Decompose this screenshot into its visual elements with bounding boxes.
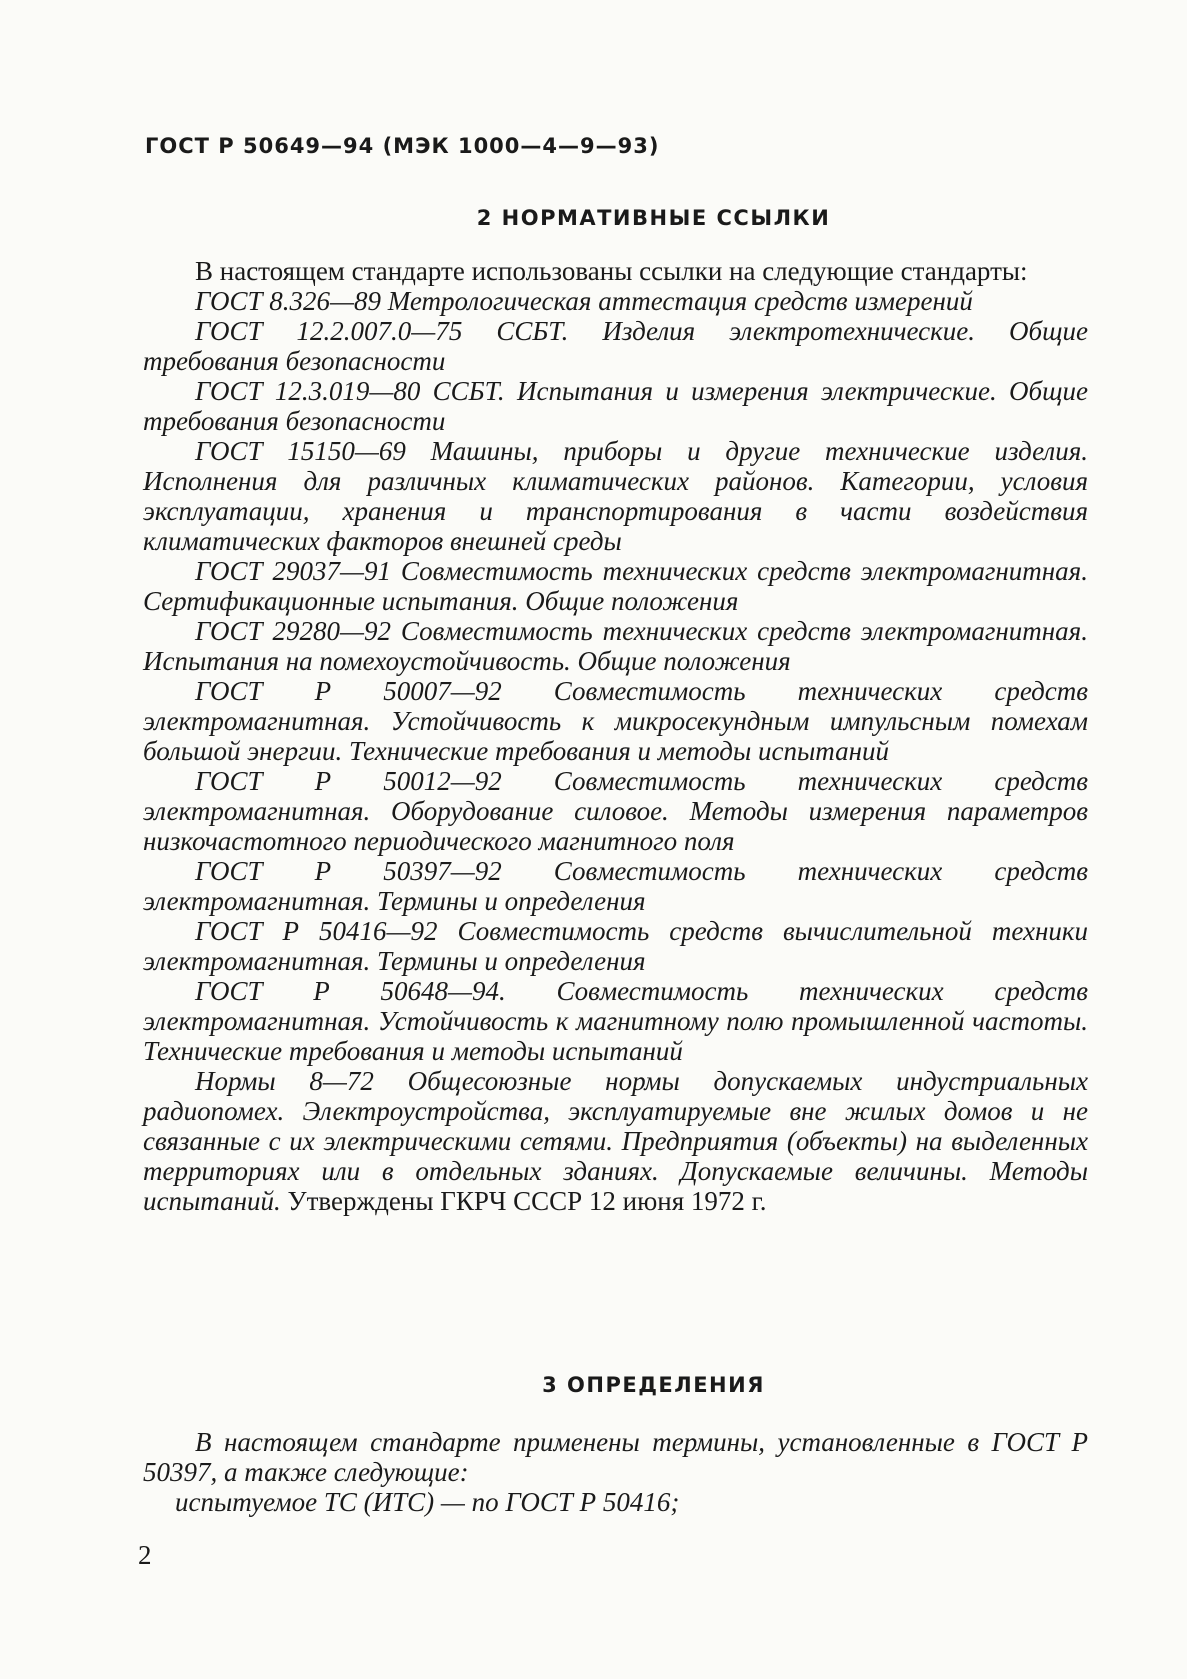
reference-item: ГОСТ Р 50648—94. Совместимость технических средств электромагнитная. Устойчивость к магнитному полю промышленной частоты. Технические требования и методы испытаний	[143, 976, 1088, 1066]
definition-term: испытуемое ТС (ИТС) — по ГОСТ Р 50416;	[175, 1487, 680, 1517]
reference-item: ГОСТ 29037—91 Совместимость технических средств электромагнитная. Сертификационные испытания. Общие положения	[143, 556, 1088, 616]
reference-item: ГОСТ 29280—92 Совместимость технических средств электромагнитная. Испытания на помехоустойчивость. Общие положения	[143, 616, 1088, 676]
normative-references	[143, 256, 1088, 1216]
reference-item: ГОСТ Р 50007—92 Совместимость технических средств электромагнитная. Устойчивость к микросекундным импульсным помехам большой энергии. Технические требования и методы испытаний	[143, 676, 1088, 766]
section-2-title: 2 НОРМАТИВНЫЕ ССЫЛКИ	[476, 206, 831, 230]
reference-item: ГОСТ 15150—69 Машины, приборы и другие технические изделия. Исполнения для различных климатических районов. Категории, условия эксплуатации, хранения и транспортирования в части воздействия климатических факторов внешней среды	[143, 436, 1088, 556]
document-designation: ГОСТ Р 50649—94 (МЭК 1000—4—9—93)	[145, 134, 660, 158]
definitions-intro: В настоящем стандарте применены термины, установленные в ГОСТ Р 50397, а также следующие:	[143, 1427, 1088, 1487]
reference-item: ГОСТ Р 50416—92 Совместимость средств вычислительной техники электромагнитная. Термины и определения	[143, 916, 1088, 976]
reference-item-text: Нормы 8—72 Общесоюзные нормы допускаемых индустриальных радиопомех. Электроустройства, эксплуатируемые вне жилых домов и не связанные с их электрическими сетями. Предприятия (объекты) на выделенных территориях или в отдельных зданиях. Допускаемые величины. Методы испытаний.	[143, 1066, 1088, 1216]
reference-item: ГОСТ Р 50012—92 Совместимость технических средств электромагнитная. Оборудование силовое. Методы измерения параметров низкочастотного периодического магнитного поля	[143, 766, 1088, 856]
reference-item: ГОСТ 12.3.019—80 ССБТ. Испытания и измерения электрические. Общие требования безопасности	[143, 376, 1088, 436]
definitions	[143, 1427, 1088, 1517]
section-3-title: 3 ОПРЕДЕЛЕНИЯ	[542, 1373, 765, 1397]
reference-item: ГОСТ Р 50397—92 Совместимость технических средств электромагнитная. Термины и определения	[143, 856, 1088, 916]
reference-item	[143, 1066, 1088, 1216]
page-number: 2	[138, 1540, 152, 1570]
reference-item-approval: Утверждены ГКРЧ СССР 12 июня 1972 г.	[287, 1186, 767, 1216]
reference-item: ГОСТ 12.2.007.0—75 ССБТ. Изделия электротехнические. Общие требования безопасности	[143, 316, 1088, 376]
references-intro: В настоящем стандарте использованы ссылки на следующие стандарты:	[195, 256, 1028, 286]
reference-item: ГОСТ 8.326—89 Метрологическая аттестация средств измерений	[195, 286, 973, 316]
